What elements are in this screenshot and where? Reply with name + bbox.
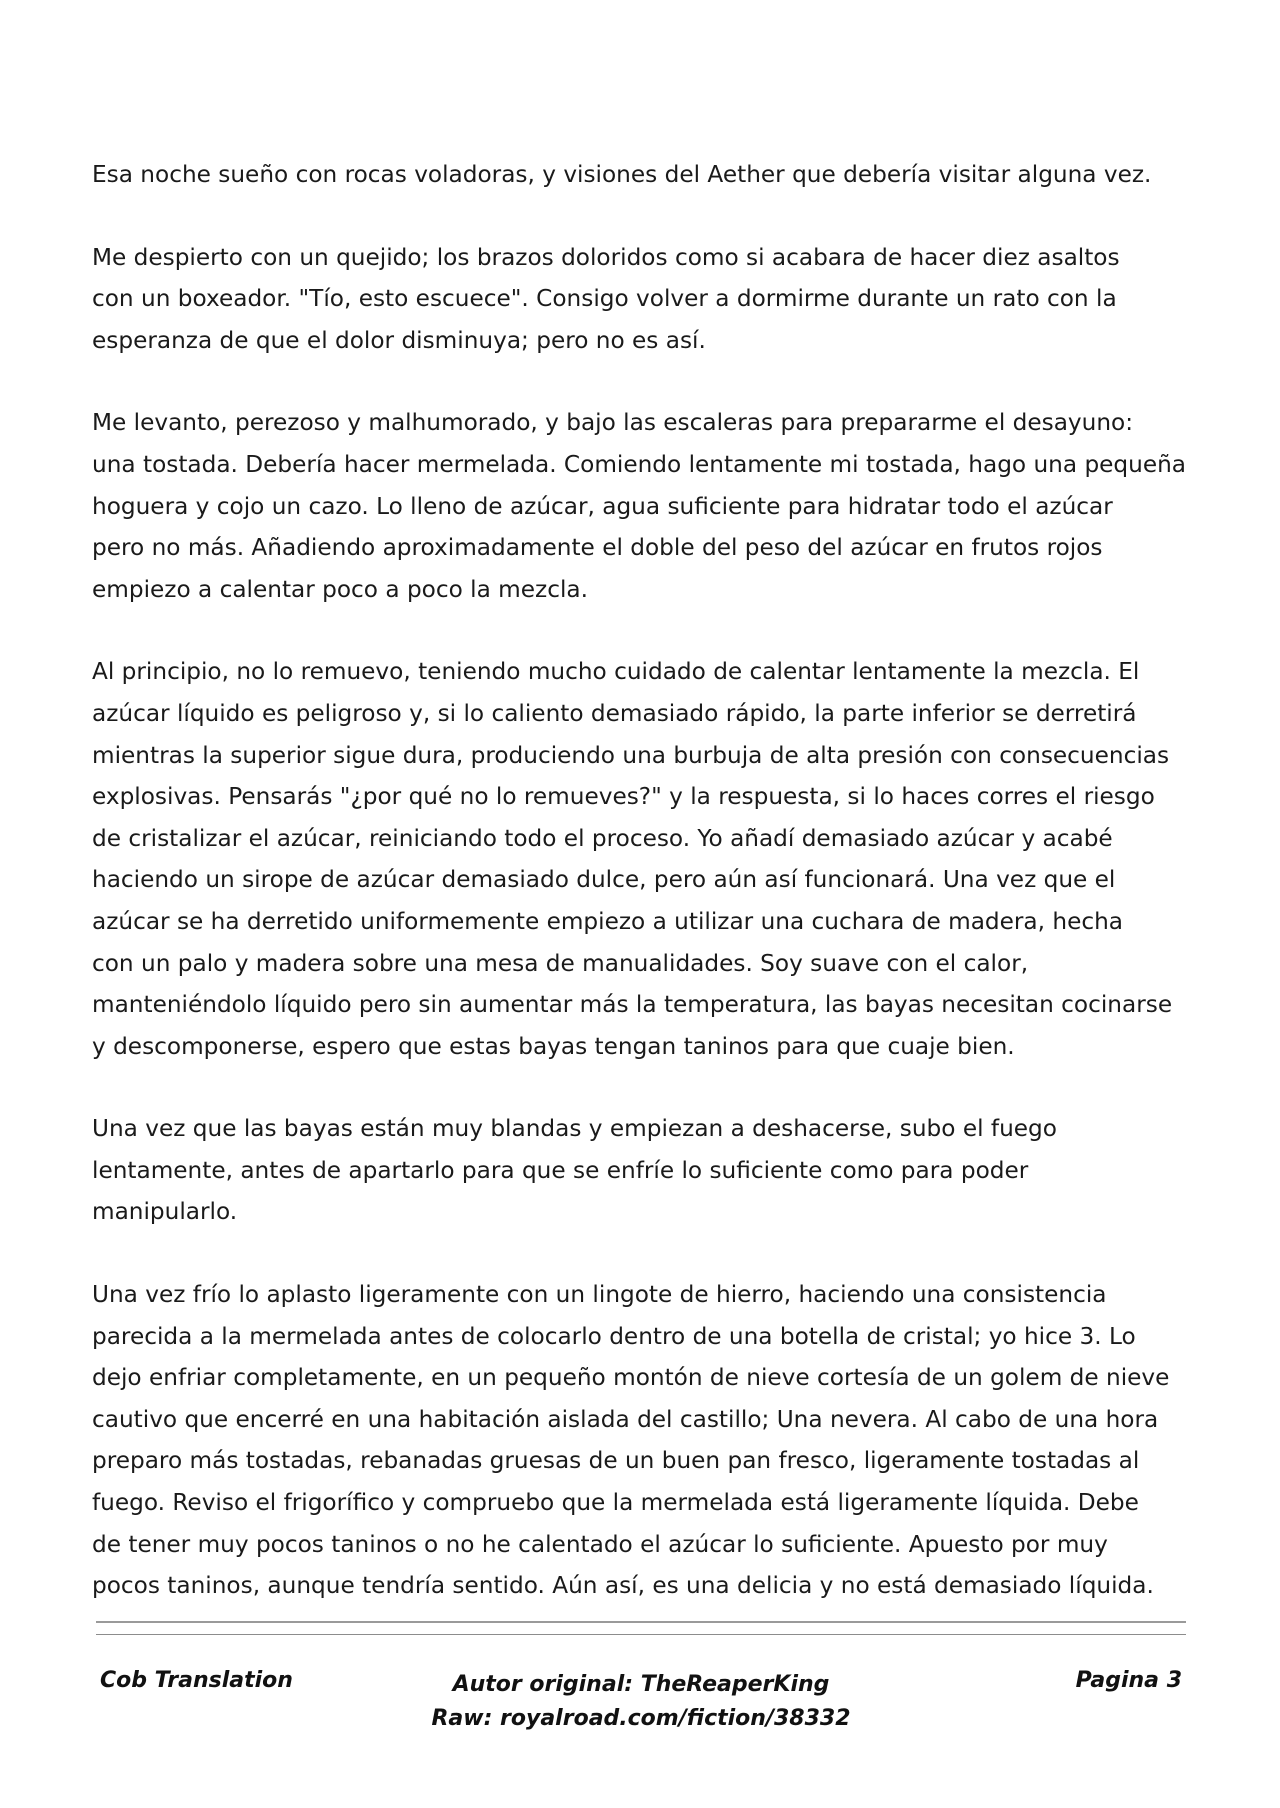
page-number: Pagina 3 bbox=[1075, 1668, 1182, 1693]
text-line: con un boxeador. "Tío, esto escuece". Consigo volver a dormirme durante un rato con la bbox=[92, 285, 1117, 313]
text-line: manipularlo. bbox=[92, 1198, 238, 1226]
text-line: esperanza de que el dolor disminuya; pero no es así. bbox=[92, 326, 706, 354]
text-line: empiezo a calentar poco a poco la mezcla. bbox=[92, 575, 588, 603]
text-line: y descomponerse, espero que estas bayas tengan taninos para que cuaje bien. bbox=[92, 1032, 1015, 1060]
page-footer bbox=[96, 1668, 1186, 1748]
text-line: Me levanto, perezoso y malhumorado, y bajo las escaleras para prepararme el desayuno: bbox=[92, 409, 1134, 437]
document-body bbox=[92, 154, 1202, 1648]
text-line: preparo más tostadas, rebanadas gruesas de un buen pan fresco, ligeramente tostadas al bbox=[92, 1447, 1140, 1475]
text-line: haciendo un sirope de azúcar demasiado dulce, pero aún así funcionará. Una vez que el bbox=[92, 866, 1116, 894]
text-line: mientras la superior sigue dura, produciendo una burbuja de alta presión con consecuencias bbox=[92, 741, 1170, 769]
text-line: Al principio, no lo remuevo, teniendo mucho cuidado de calentar lentamente la mezcla. El bbox=[92, 658, 1140, 686]
text-line: azúcar líquido es peligroso y, si lo caliento demasiado rápido, la parte inferior se derretirá bbox=[92, 699, 1137, 727]
text-line: parecida a la mermelada antes de colocarlo dentro de una botella de cristal; yo hice 3. Lo bbox=[92, 1322, 1136, 1350]
paragraph-4 bbox=[92, 651, 1202, 1067]
paragraph-3 bbox=[92, 402, 1202, 610]
text-line: hoguera y cojo un cazo. Lo lleno de azúcar, agua suficiente para hidratar todo el azúcar bbox=[92, 492, 1113, 520]
text-line: pocos taninos, aunque tendría sentido. Aún así, es una delicia y no está demasiado líquida. bbox=[92, 1572, 1154, 1600]
paragraph-2 bbox=[92, 237, 1202, 362]
text-line: pero no más. Añadiendo aproximadamente el doble del peso del azúcar en frutos rojos bbox=[92, 534, 1103, 562]
text-line: con un palo y madera sobre una mesa de manualidades. Soy suave con el calor, bbox=[92, 949, 1029, 977]
paragraph-6 bbox=[92, 1274, 1202, 1607]
translator-credit: Cob Translation bbox=[100, 1668, 293, 1693]
text-line: fuego. Reviso el frigorífico y compruebo que la mermelada está ligeramente líquida. Debe bbox=[92, 1489, 1139, 1517]
text-line: de cristalizar el azúcar, reiniciando todo el proceso. Yo añadí demasiado azúcar y acabé bbox=[92, 824, 1113, 852]
paragraph-1 bbox=[92, 154, 1202, 196]
footer-divider-secondary bbox=[96, 1634, 1186, 1635]
text-line: lentamente, antes de apartarlo para que se enfríe lo suficiente como para poder bbox=[92, 1156, 1029, 1184]
paragraph-5 bbox=[92, 1108, 1202, 1233]
text-line: Me despierto con un quejido; los brazos doloridos como si acabara de hacer diez asaltos bbox=[92, 243, 1120, 271]
text-line: cautivo que encerré en una habitación aislada del castillo; Una nevera. Al cabo de una hora bbox=[92, 1405, 1159, 1433]
text-line: Una vez frío lo aplasto ligeramente con un lingote de hierro, haciendo una consistencia bbox=[92, 1281, 1107, 1309]
author-credit bbox=[96, 1668, 1186, 1736]
text-line: manteniéndolo líquido pero sin aumentar más la temperatura, las bayas necesitan cocinarse bbox=[92, 991, 1173, 1019]
text-line: una tostada. Debería hacer mermelada. Comiendo lentamente mi tostada, hago una pequeña bbox=[92, 450, 1187, 478]
raw-source: Raw: royalroad.com/fiction/38332 bbox=[431, 1706, 851, 1731]
text-line: dejo enfriar completamente, en un pequeño montón de nieve cortesía de un golem de nieve bbox=[92, 1364, 1170, 1392]
text-line: explosivas. Pensarás "¿por qué no lo remueves?" y la respuesta, si lo haces corres el riesgo bbox=[92, 783, 1155, 811]
text-line: Esa noche sueño con rocas voladoras, y visiones del Aether que debería visitar alguna vez. bbox=[92, 161, 1152, 188]
original-author: Autor original: TheReaperKing bbox=[452, 1672, 830, 1697]
text-line: azúcar se ha derretido uniformemente empiezo a utilizar una cuchara de madera, hecha bbox=[92, 907, 1123, 935]
text-line: de tener muy pocos taninos o no he calentado el azúcar lo suficiente. Apuesto por muy bbox=[92, 1530, 1108, 1558]
footer-divider bbox=[96, 1621, 1186, 1623]
text-line: Una vez que las bayas están muy blandas y empiezan a deshacerse, subo el fuego bbox=[92, 1115, 1057, 1143]
